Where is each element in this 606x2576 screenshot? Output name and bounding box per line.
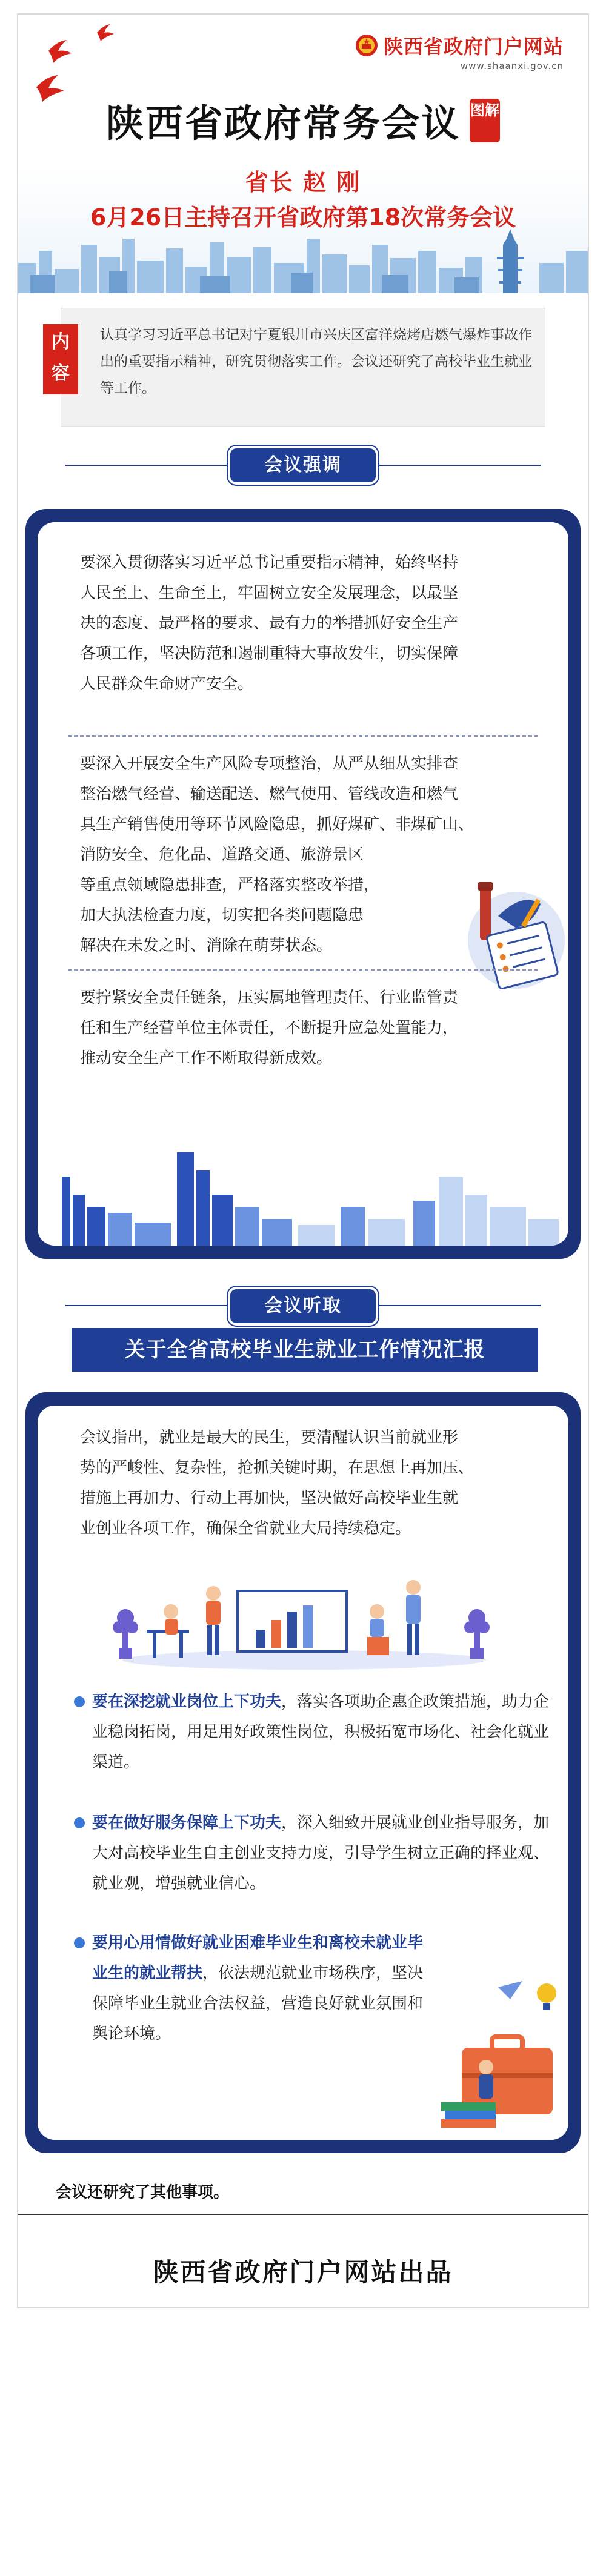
text-line: 要拧紧安全责任链条，压实属地管理责任、行业监管责	[80, 989, 459, 1007]
report-bullet-2	[74, 1808, 553, 1899]
text-line: 消防安全、危化品、道路交通、旅游景区	[80, 846, 364, 864]
text-line: 具生产销售使用等环节风险隐患，抓好煤矿、非煤矿山、	[80, 815, 474, 834]
emphasis-panel-body	[38, 522, 568, 1246]
text-line: 业创业各项工作，确保全省就业大局持续稳定。	[80, 1519, 411, 1538]
text-line: 决的态度、最严格的要求、最有力的举措抓好安全生产	[80, 614, 459, 632]
meeting-content-box	[52, 308, 545, 427]
national-emblem-icon	[355, 33, 379, 58]
subtitle-meeting: 6月26日主持召开省政府第18次常务会议	[90, 204, 516, 231]
city-skyline-illustration	[38, 1104, 568, 1246]
dashed-separator	[68, 735, 538, 737]
text-line: 加大执法检查力度，切实把各类问题隐患	[80, 906, 364, 925]
text-line: 人民群众生命财产安全。	[80, 675, 254, 693]
footer-divider	[18, 2214, 588, 2215]
text-line: 人民至上、生命至上，牢固树立安全发展理念，以最坚	[80, 584, 459, 602]
report-bullet-3	[74, 1928, 438, 2049]
bullet-dot-icon	[74, 1696, 85, 1707]
bullet-text: ，落实各项助企惠企政策措施，助力企业稳岗拓岗，用足用好政策性岗位，积极拓宽市场化、社会化就业渠道。	[92, 1693, 550, 1771]
footer-credit: 陕西省政府门户网站出品	[153, 2257, 453, 2287]
subtitle-governor: 省长 赵 刚	[245, 169, 361, 196]
text-line: 解决在未发之时、消除在萌芽状态。	[80, 937, 333, 955]
text-line: 整治燃气经营、输送配送、燃气使用、管线改造和燃气	[80, 785, 459, 803]
text-line: 要深入贯彻落实习近平总书记重要指示精神，始终坚持	[80, 554, 459, 572]
bullet-emphasis: 要在深挖就业岗位上下功夫	[92, 1693, 282, 1711]
employment-meeting-illustration	[110, 1569, 498, 1672]
emphasis-paragraph-1	[80, 548, 458, 699]
section-title-heard: 会议听取	[230, 1289, 376, 1323]
illustrated-badge: 图解	[470, 99, 500, 142]
text-line: 等重点领域隐患排查，严格落实整改举措，	[80, 876, 380, 894]
bullet-emphasis: 要在做好服务保障上下功夫	[92, 1814, 282, 1832]
text-line: 措施上再加力、行动上再加快，坚决做好高校毕业生就	[80, 1489, 459, 1507]
bullet-text: ，依法规范就业市场秩序，坚决保障毕业生就业合法权益，营造良好就业氛围和舆论环境。	[92, 1964, 424, 2043]
text-line: 推动安全生产工作不断取得新成效。	[80, 1049, 333, 1067]
text-line: 势的严峻性、复杂性，抢抓关键时期，在思想上再加压、	[80, 1459, 474, 1477]
header	[18, 15, 588, 293]
text-line: 各项工作，坚决防范和遏制重特大事故发生，切实保障	[80, 645, 459, 663]
emphasis-paragraph-2	[80, 749, 474, 961]
site-brand	[355, 32, 564, 71]
text-line: 要深入开展安全生产风险专项整治，从严从细从实排查	[80, 755, 459, 773]
closing-note: 会议还研究了其他事项。	[56, 2183, 230, 2202]
content-tag: 内容	[43, 324, 78, 394]
report-panel	[25, 1392, 581, 2153]
report-banner: 关于全省高校毕业生就业工作情况汇报	[72, 1328, 538, 1372]
title-block	[18, 93, 588, 147]
text-line: 任和生产经营单位主体责任，不断提升应急处置能力，	[80, 1019, 459, 1037]
job-briefcase-illustration	[438, 1969, 565, 2133]
report-bullet-1	[74, 1687, 553, 1778]
bullet-text: ，深入细致开展就业创业指导服务，加大对高校毕业生自主创业支持力度，引导学生树立正确的择业观、就业观，增强就业信心。	[92, 1814, 550, 1893]
content-text: 认真学习习近平总书记对宁夏银川市兴庆区富洋烧烤店燃气爆炸事故作出的重要指示精神，研究贯彻落实工作。会议还研究了高校毕业生就业等工作。	[100, 327, 532, 396]
report-intro	[80, 1422, 553, 1544]
bullet-dot-icon	[74, 1817, 85, 1828]
bullet-dot-icon	[74, 1937, 85, 1948]
text-line: 会议指出，就业是最大的民生，要清醒认识当前就业形	[80, 1429, 459, 1447]
brand-url: www.shaanxi.gov.cn	[460, 61, 564, 71]
dashed-separator	[68, 969, 538, 971]
bullet-emphasis: 要用心用情做好就业困难毕业生和离校未就业毕业生的就业帮扶	[92, 1934, 424, 1982]
emphasis-paragraph-3	[80, 983, 458, 1074]
checklist-illustration	[456, 874, 565, 995]
emphasis-panel	[25, 509, 581, 1259]
page-title: 陕西省政府常务会议	[105, 101, 461, 145]
brand-name: 陕西省政府门户网站	[383, 35, 564, 58]
report-panel-body	[38, 1406, 568, 2140]
section-title-emphasis: 会议强调	[230, 448, 376, 482]
city-skyline-illustration	[18, 221, 588, 293]
